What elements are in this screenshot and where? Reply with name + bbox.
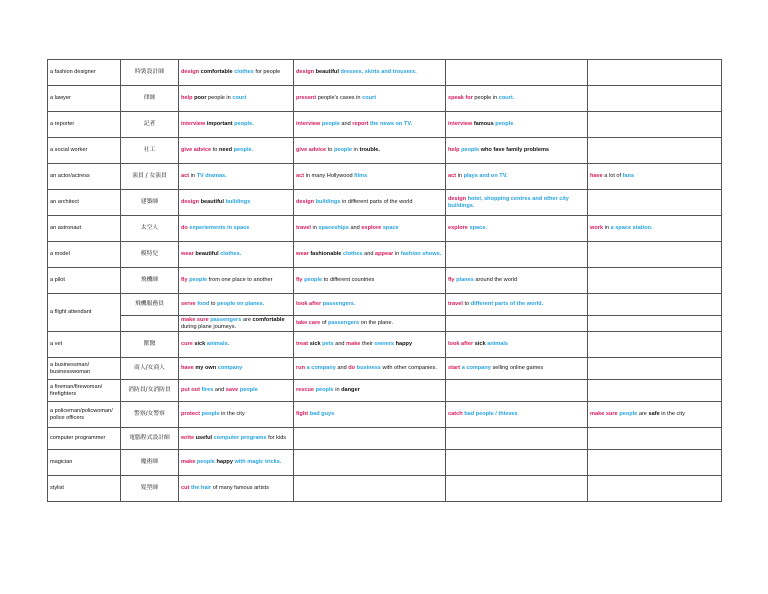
phrase-segment: bad guys: [309, 411, 335, 417]
phrase-segment: computer programs: [213, 435, 267, 441]
phrase-segment: useful: [195, 435, 213, 441]
phrase-segment: with magic tricks.: [234, 459, 282, 465]
phrase-segment: plays and on TV.: [463, 173, 508, 179]
chinese-title-cell: 演員 / 女演員: [121, 164, 179, 190]
table-row: [48, 112, 722, 138]
job-title-cell: a policeman/policwoman/ police officers: [48, 402, 121, 428]
phrase-cell: [446, 242, 588, 268]
phrase-segment: space.: [469, 225, 487, 231]
phrase-segment: selling online games: [490, 365, 544, 371]
table-row: [48, 268, 722, 294]
chinese-title-cell: 髮型師: [121, 476, 179, 502]
table-row: [48, 380, 722, 402]
phrase-segment: report: [352, 121, 369, 127]
phrase-segment: for people: [253, 69, 281, 75]
phrase-segment: comfortable: [200, 69, 233, 75]
phrase-cell: [294, 268, 446, 294]
phrase-cell: [294, 428, 446, 450]
phrase-segment: to: [209, 301, 218, 307]
phrase-cell: [588, 164, 722, 190]
phrase-cell: [446, 86, 588, 112]
phrase-segment: space: [382, 225, 399, 231]
phrase-segment: treat: [296, 341, 309, 347]
chinese-title-cell: 社工: [121, 138, 179, 164]
phrase-segment: in many Hollywood: [304, 173, 355, 179]
phrase-cell: [294, 450, 446, 476]
phrase-segment: people: [201, 411, 220, 417]
phrase-segment: famous: [473, 121, 494, 127]
phrase-segment: court.: [498, 95, 515, 101]
phrase-segment: people: [196, 459, 215, 465]
phrase-segment: fight: [296, 411, 309, 417]
phrase-segment: start: [448, 365, 461, 371]
phrase-segment: and: [348, 225, 362, 231]
phrase-segment: wear: [296, 251, 309, 257]
job-title-cell: an architect: [48, 190, 121, 216]
job-table: [47, 59, 722, 502]
phrase-segment: have: [590, 173, 603, 179]
phrase-segment: travel: [448, 301, 463, 307]
phrase-segment: fans: [622, 173, 635, 179]
phrase-segment: fly: [296, 277, 303, 283]
phrase-segment: animals.: [206, 341, 230, 347]
phrase-cell: [294, 402, 446, 428]
phrase-segment: animals: [487, 341, 509, 347]
empty-cell: [446, 316, 588, 332]
job-title-cell: an actor/actress: [48, 164, 121, 190]
chinese-title-cell: 記者: [121, 112, 179, 138]
phrase-cell: [446, 332, 588, 358]
phrase-cell: [179, 380, 294, 402]
phrase-cell: [294, 112, 446, 138]
phrase-segment: fires: [201, 387, 214, 393]
phrase-cell: [179, 332, 294, 358]
phrase-segment: fashion shows.: [400, 251, 442, 257]
phrase-segment: people: [495, 121, 514, 127]
phrase-segment: put out: [181, 387, 200, 393]
phrase-cell: [446, 138, 588, 164]
phrase-segment: buildings: [315, 199, 341, 205]
phrase-segment: of many famous artists: [211, 485, 269, 491]
chinese-title-cell: 時裝設計師: [121, 60, 179, 86]
chinese-title-cell: 電腦程式設計師: [121, 428, 179, 450]
table-row: [48, 476, 722, 502]
phrase-segment: run: [296, 365, 306, 371]
chinese-title-cell: 律師: [121, 86, 179, 112]
chinese-title-cell: 消防員/女消防員: [121, 380, 179, 402]
phrase-cell: [179, 358, 294, 380]
phrase-cell: [294, 138, 446, 164]
phrase-segment: in the city: [219, 411, 245, 417]
table-row: [48, 428, 722, 450]
phrase-cell: [179, 294, 294, 316]
phrase-cell: [588, 242, 722, 268]
phrase-cell: [446, 112, 588, 138]
phrase-segment: help: [181, 95, 193, 101]
phrase-cell: [588, 450, 722, 476]
phrase-cell: [179, 164, 294, 190]
job-title-cell: a pilot: [48, 268, 121, 294]
chinese-title-cell: 太空人: [121, 216, 179, 242]
phrase-segment: do: [181, 225, 188, 231]
phrase-cell: [179, 268, 294, 294]
phrase-segment: a company: [461, 365, 491, 371]
phrase-segment: and: [213, 387, 226, 393]
phrase-cell: [446, 294, 588, 316]
job-title-cell: magician: [48, 450, 121, 476]
phrase-segment: sick: [474, 341, 486, 347]
phrase-segment: pets: [322, 341, 334, 347]
phrase-segment: cure: [181, 341, 193, 347]
phrase-cell: [294, 476, 446, 502]
phrase-cell: [294, 242, 446, 268]
phrase-segment: and: [335, 365, 349, 371]
phrase-segment: people: [461, 147, 480, 153]
phrase-segment: company: [217, 365, 243, 371]
phrase-cell: [446, 268, 588, 294]
phrase-segment: passengers: [328, 320, 360, 326]
phrase-segment: poor: [194, 95, 207, 101]
phrase-segment: people: [315, 387, 334, 393]
phrase-segment: have: [181, 365, 194, 371]
phrase-segment: from one place to another: [207, 277, 273, 283]
phrase-segment: films: [354, 173, 368, 179]
table-row: [48, 358, 722, 380]
table-row: [48, 242, 722, 268]
phrase-segment: design: [181, 199, 200, 205]
phrase-segment: to: [326, 147, 334, 153]
phrase-segment: serve: [181, 301, 196, 307]
phrase-segment: during plane journeys.: [181, 323, 237, 330]
phrase-cell: [588, 476, 722, 502]
table-row: [48, 316, 722, 332]
phrase-segment: give advice: [181, 147, 212, 153]
phrase-segment: business: [356, 365, 381, 371]
job-title-cell: a fireman/firewoman/ firefighters: [48, 380, 121, 402]
phrase-cell: [179, 60, 294, 86]
phrase-segment: fashionable: [310, 251, 342, 257]
phrase-segment: trouble.: [359, 147, 380, 153]
phrase-segment: in: [310, 225, 319, 231]
phrase-segment: rescue: [296, 387, 315, 393]
phrase-cell: [179, 86, 294, 112]
table-row: [48, 216, 722, 242]
phrase-segment: in: [393, 251, 401, 257]
phrase-cell: [446, 428, 588, 450]
phrase-segment: a company: [306, 365, 336, 371]
phrase-segment: catch: [448, 411, 463, 417]
phrase-segment: interview: [296, 121, 321, 127]
phrase-segment: appear: [375, 251, 394, 257]
phrase-segment: people.: [234, 121, 254, 127]
phrase-segment: design: [296, 199, 315, 205]
phrase-cell: [179, 476, 294, 502]
phrase-cell: [588, 60, 722, 86]
phrase-cell: [179, 316, 294, 332]
job-title-cell: a flight attendant: [48, 294, 121, 332]
phrase-segment: to: [462, 301, 471, 307]
phrase-segment: and: [339, 121, 353, 127]
phrase-segment: act: [448, 173, 457, 179]
table-row: [48, 60, 722, 86]
phrase-segment: safe: [648, 411, 660, 417]
phrase-cell: [179, 450, 294, 476]
phrase-cell: [179, 428, 294, 450]
phrase-segment: clothes.: [220, 251, 242, 257]
phrase-cell: [588, 86, 722, 112]
phrase-segment: people's cases in: [316, 95, 363, 101]
phrase-cell: [179, 112, 294, 138]
phrase-segment: help: [448, 147, 460, 153]
phrase-segment: need: [218, 147, 233, 153]
phrase-segment: experiements in space: [189, 225, 250, 231]
phrase-segment: fly: [181, 277, 188, 283]
phrase-cell: [294, 60, 446, 86]
phrase-segment: do: [348, 365, 356, 371]
phrase-segment: spaceships: [318, 225, 349, 231]
phrase-segment: a space station.: [610, 225, 653, 231]
job-title-cell: a businessman/ businesswoman: [48, 358, 121, 380]
phrase-segment: in: [351, 147, 360, 153]
phrase-cell: [446, 190, 588, 216]
phrase-segment: who fave family problems: [480, 147, 550, 153]
phrase-cell: [588, 332, 722, 358]
table-row: [48, 164, 722, 190]
phrase-cell: [588, 268, 722, 294]
chinese-title-cell: 警察/女警察: [121, 402, 179, 428]
table-row: [48, 402, 722, 428]
job-title-cell: a lawyer: [48, 86, 121, 112]
phrase-segment: food: [197, 301, 210, 307]
phrase-segment: are: [637, 411, 649, 417]
phrase-segment: for kids: [266, 435, 287, 441]
phrase-segment: look after: [296, 301, 322, 307]
phrase-segment: of: [320, 320, 329, 326]
phrase-segment: design: [296, 69, 315, 75]
phrase-segment: court: [362, 95, 377, 101]
phrase-segment: and: [362, 251, 376, 257]
phrase-segment: in: [333, 387, 342, 393]
phrase-segment: comfortable: [252, 316, 285, 323]
table-row: [48, 138, 722, 164]
phrase-cell: [294, 294, 446, 316]
phrase-segment: people.: [233, 147, 254, 153]
phrase-segment: people: [619, 411, 638, 417]
phrase-segment: planes: [456, 277, 474, 283]
phrase-cell: [294, 164, 446, 190]
empty-cell: [588, 316, 722, 332]
phrase-cell: [446, 216, 588, 242]
phrase-cell: [294, 316, 446, 332]
phrase-segment: my own: [195, 365, 217, 371]
phrase-segment: the news on TV.: [370, 121, 413, 127]
phrase-segment: beautiful: [200, 199, 224, 205]
chinese-title-cell: 獸醫: [121, 332, 179, 358]
phrase-segment: people: [189, 277, 208, 283]
phrase-cell: [588, 428, 722, 450]
phrase-segment: fly: [448, 277, 455, 283]
phrase-cell: [446, 60, 588, 86]
chinese-title-cell: 商人/女商人: [121, 358, 179, 380]
phrase-segment: explore: [448, 225, 468, 231]
phrase-cell: [588, 190, 722, 216]
phrase-cell: [446, 450, 588, 476]
phrase-segment: protect: [181, 411, 200, 417]
phrase-segment: hotel, shopping centres and other city buildings.: [448, 195, 569, 209]
phrase-cell: [588, 402, 722, 428]
chinese-title-cell: 模特兒: [121, 242, 179, 268]
phrase-segment: design: [181, 69, 200, 75]
phrase-segment: different parts of the world.: [470, 301, 544, 307]
job-title-cell: a reporter: [48, 112, 121, 138]
phrase-segment: happy: [216, 459, 233, 465]
table-row: [48, 294, 722, 316]
phrase-segment: passengers: [210, 316, 242, 323]
phrase-segment: speak for: [448, 95, 473, 101]
phrase-segment: wear: [181, 251, 194, 257]
phrase-cell: [588, 216, 722, 242]
phrase-segment: the hair: [190, 485, 212, 491]
phrase-segment: work: [590, 225, 604, 231]
phrase-cell: [179, 216, 294, 242]
chinese-title-cell: 建築師: [121, 190, 179, 216]
phrase-cell: [294, 380, 446, 402]
phrase-cell: [588, 294, 722, 316]
phrase-segment: bad people / thieves: [464, 411, 518, 417]
phrase-segment: make: [346, 341, 361, 347]
phrase-segment: are: [241, 316, 253, 323]
phrase-cell: [294, 358, 446, 380]
job-title-cell: computer programmer: [48, 428, 121, 450]
phrase-cell: [446, 380, 588, 402]
phrase-segment: look after: [448, 341, 474, 347]
phrase-segment: on the plane.: [359, 320, 394, 326]
phrase-segment: their: [360, 341, 375, 347]
phrase-cell: [179, 190, 294, 216]
phrase-segment: explore: [361, 225, 382, 231]
phrase-segment: clothes: [342, 251, 363, 257]
phrase-segment: and: [333, 341, 347, 347]
phrase-segment: people on planes.: [217, 301, 265, 307]
phrase-segment: sick: [309, 341, 321, 347]
phrase-cell: [179, 138, 294, 164]
phrase-segment: people in: [472, 95, 499, 101]
table-row: [48, 190, 722, 216]
phrase-segment: clothes: [234, 69, 254, 75]
phrase-cell: [179, 242, 294, 268]
phrase-segment: court: [232, 95, 247, 101]
phrase-cell: [294, 216, 446, 242]
phrase-segment: important: [206, 121, 233, 127]
phrase-segment: owners: [374, 341, 395, 347]
chinese-title-cell: 飛機師: [121, 268, 179, 294]
phrase-cell: [588, 112, 722, 138]
table-row: [48, 450, 722, 476]
job-title-cell: a vet: [48, 332, 121, 358]
phrase-cell: [588, 358, 722, 380]
phrase-segment: interview: [448, 121, 473, 127]
phrase-segment: act: [296, 173, 305, 179]
phrase-segment: give advice: [296, 147, 327, 153]
phrase-segment: make sure: [590, 411, 618, 417]
phrase-cell: [294, 86, 446, 112]
chinese-title-cell: 飛機服務員: [121, 294, 179, 316]
phrase-segment: dresses, skirts and trousers.: [340, 69, 417, 75]
phrase-segment: make sure: [181, 316, 209, 323]
phrase-segment: in different parts of the world: [340, 199, 413, 205]
phrase-segment: buildings: [225, 199, 251, 205]
phrase-segment: passengers.: [322, 301, 356, 307]
job-title-cell: a social worker: [48, 138, 121, 164]
phrase-segment: cut: [181, 485, 190, 491]
phrase-segment: sick: [194, 341, 206, 347]
phrase-segment: in: [456, 173, 464, 179]
phrase-segment: happy: [395, 341, 413, 347]
phrase-segment: interview: [181, 121, 206, 127]
phrase-segment: people: [239, 387, 258, 393]
phrase-segment: travel: [296, 225, 311, 231]
phrase-segment: to different countries: [322, 277, 375, 283]
phrase-segment: take care: [296, 320, 321, 326]
phrase-cell: [446, 164, 588, 190]
table-row: [48, 332, 722, 358]
phrase-segment: beautiful: [315, 69, 339, 75]
phrase-cell: [294, 332, 446, 358]
phrase-segment: make: [181, 459, 196, 465]
phrase-segment: act: [181, 173, 190, 179]
phrase-cell: [588, 380, 722, 402]
phrase-segment: design: [448, 195, 467, 202]
phrase-segment: TV dramas.: [196, 173, 227, 179]
phrase-segment: people: [321, 121, 340, 127]
chinese-title-cell: 魔術師: [121, 450, 179, 476]
job-title-cell: a model: [48, 242, 121, 268]
phrase-cell: [294, 190, 446, 216]
phrase-segment: in: [603, 225, 611, 231]
job-title-cell: stylist: [48, 476, 121, 502]
phrase-segment: people: [333, 147, 352, 153]
phrase-cell: [446, 402, 588, 428]
phrase-segment: beautiful: [195, 251, 219, 257]
phrase-segment: to: [211, 147, 219, 153]
job-table-sheet: [47, 59, 722, 502]
job-title-cell: a fashion designer: [48, 60, 121, 86]
phrase-segment: present: [296, 95, 317, 101]
phrase-segment: in: [189, 173, 197, 179]
phrase-cell: [588, 138, 722, 164]
phrase-cell: [446, 476, 588, 502]
phrase-cell: [446, 358, 588, 380]
phrase-cell: [179, 402, 294, 428]
empty-cell: [121, 316, 179, 332]
phrase-segment: danger: [341, 387, 360, 393]
phrase-segment: people: [304, 277, 323, 283]
phrase-segment: in the city: [659, 411, 685, 417]
table-row: [48, 86, 722, 112]
phrase-segment: people in: [206, 95, 233, 101]
phrase-segment: save: [225, 387, 239, 393]
job-table-body: [48, 60, 722, 502]
phrase-segment: with other companies.: [380, 365, 437, 371]
phrase-segment: write: [181, 435, 195, 441]
phrase-segment: a lot of: [602, 173, 623, 179]
job-title-cell: an astronaut: [48, 216, 121, 242]
phrase-segment: around the world: [473, 277, 518, 283]
